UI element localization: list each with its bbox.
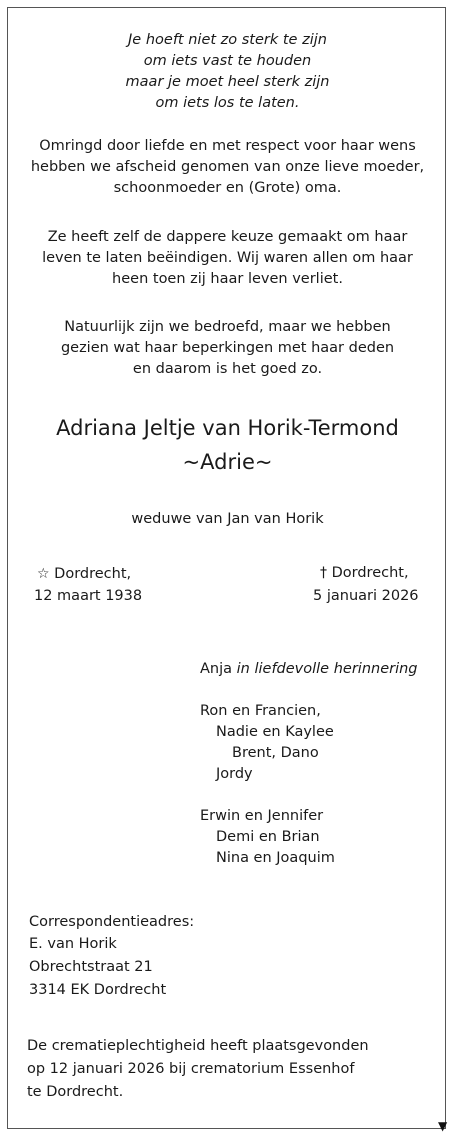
choice-line: Ze heeft zelf de dappere keuze gemaakt om haar	[47, 229, 408, 245]
widow-of: weduwe van Jan van Horik	[131, 511, 324, 527]
poem-line: om iets vast te houden	[143, 53, 312, 69]
star-icon: ☆	[37, 566, 50, 582]
poem-line: om iets los te laten.	[155, 95, 300, 111]
family-member: Brent, Dano	[232, 745, 319, 761]
poem-line: Je hoeft niet zo sterk te zijn	[128, 32, 327, 48]
closing-line: De crematieplechtigheid heeft plaatsgevonden	[27, 1038, 369, 1054]
cross-icon: †	[320, 565, 327, 581]
birth-place: Dordrecht,	[54, 566, 132, 582]
choice-line: leven te laten beëindigen. Wij waren allen om haar	[42, 250, 413, 266]
family-member: Nadie en Kaylee	[216, 724, 334, 740]
closing-line: te Dordrecht.	[27, 1084, 124, 1100]
correspondence-heading: Correspondentieadres:	[29, 914, 195, 930]
death-place-line	[320, 563, 409, 584]
correspondence-line: 3314 EK Dordrecht	[29, 982, 167, 998]
family-member: Jordy	[216, 766, 253, 782]
birth-date: 12 maart 1938	[34, 588, 143, 604]
family-member: Nina en Joaquim	[216, 850, 335, 866]
death-date: 5 januari 2026	[313, 588, 419, 604]
grief-line: en daarom is het goed zo.	[132, 361, 323, 377]
birth-place-line	[37, 564, 131, 585]
grief-line: gezien wat haar beperkingen met haar deden	[60, 340, 395, 356]
intro-line: Omringd door liefde en met respect voor haar wens	[39, 138, 416, 154]
family-anja-text: in liefdevolle herinnering	[236, 661, 418, 677]
family-member: Demi en Brian	[216, 829, 320, 845]
correspondence-line: E. van Horik	[29, 936, 117, 952]
scroll-down-icon[interactable]: ▼	[438, 1119, 448, 1133]
choice-line: heen toen zij haar leven verliet.	[112, 271, 343, 287]
correspondence-line: Obrechtstraat 21	[29, 959, 153, 975]
closing-line: op 12 januari 2026 bij crematorium Essenhof	[27, 1061, 355, 1077]
deceased-full-name: Adriana Jeltje van Horik-Termond	[56, 416, 399, 440]
intro-line: hebben we afscheid genomen van onze lieve moeder,	[30, 159, 425, 175]
family-anja-name: Anja	[200, 661, 233, 677]
family-anja-line	[200, 659, 418, 680]
family-member: Erwin en Jennifer	[200, 808, 324, 824]
deceased-nickname: ~Adrie~	[182, 450, 273, 474]
grief-line: Natuurlijk zijn we bedroefd, maar we hebben	[64, 319, 391, 335]
poem-line: maar je moet heel sterk zijn	[125, 74, 330, 90]
death-place: Dordrecht,	[331, 565, 409, 581]
intro-line: schoonmoeder en (Grote) oma.	[113, 180, 342, 196]
family-member: Ron en Francien,	[200, 703, 321, 719]
